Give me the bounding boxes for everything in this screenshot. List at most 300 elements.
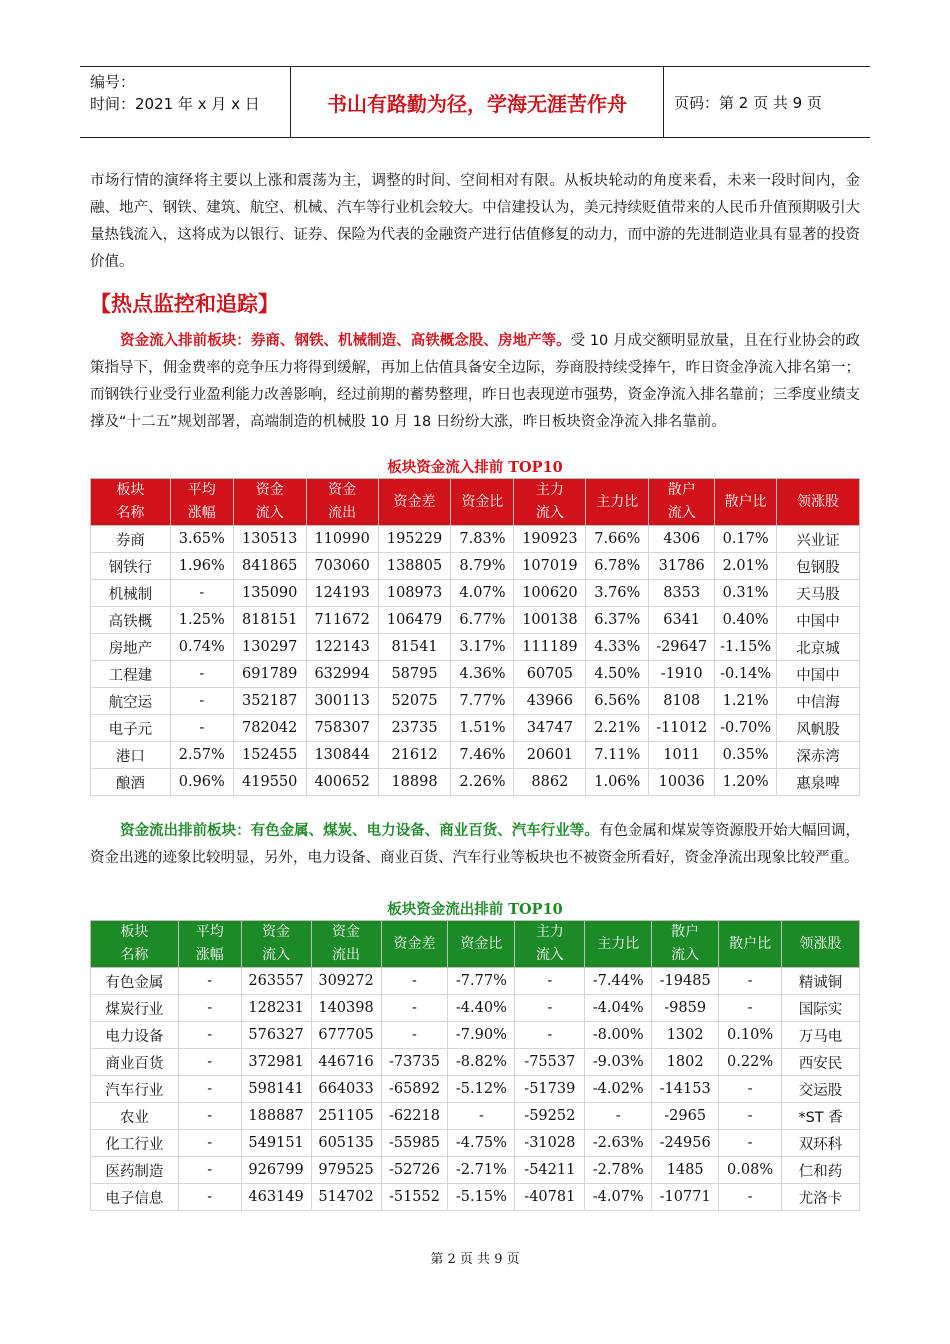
table-cell: 0.74% [170,634,233,661]
table-cell: - [178,1103,241,1130]
header-line: 流出 [328,505,357,521]
table-cell: -2965 [652,1103,719,1130]
page-header [80,66,870,138]
table-cell: 10036 [649,769,715,796]
table-cell: -10771 [652,1184,719,1211]
table-cell: - [178,1022,241,1049]
table-cell: - [178,968,241,995]
header-line: 散户 [667,482,696,498]
inflow-column-header [649,479,715,526]
table-cell: 0.40% [715,607,777,634]
table-cell: 8862 [514,769,586,796]
outflow-column-header [381,921,448,968]
header-line: 散户比 [729,935,772,952]
header-line: 流入 [255,505,284,521]
outflow-column-header [311,921,381,968]
header-motto: 书山有路勤为径，学海无涯苦作舟 [290,67,664,137]
section-title: 【热点监控和追踪】 [90,292,279,316]
table-cell: -9859 [652,995,719,1022]
table-cell: 31786 [649,553,715,580]
table-row [91,968,860,995]
table-cell: 农业 [91,1103,179,1130]
table-row [91,607,860,634]
table-cell: 34747 [514,715,586,742]
table-cell: 130297 [233,634,306,661]
inflow-body: 受 10 月成交额明显放量，且在行业协会的政策指导下，佣金费率的竞争压力将得到缓解，再加上估值具备安全边际，券商股持续受捧午，昨日资金净流入排名第一；而钢铁行业受行业盈利能力改善影响，经过前期的蓄势整理，昨日也表现逆市强势，资金净流入排名靠前；三季度业绩支撑及“十二五”规划部署，高端制造的机械股 10 月 18 日纷纷大涨，昨日板块资金净流入排名靠前。 [90,333,861,430]
header-line: 散户比 [724,493,767,510]
table-cell: 精诚铜 [782,968,860,995]
outflow-table [90,920,860,1211]
inflow-column-header [715,479,777,526]
table-cell: -24956 [652,1130,719,1157]
table-cell: -2.63% [585,1130,652,1157]
table-cell: 1.96% [170,553,233,580]
table-cell: 60705 [514,661,586,688]
table-cell: 632994 [306,661,378,688]
outflow-column-header [652,921,719,968]
table-cell: 航空运 [91,688,171,715]
table-cell: 天马股 [777,580,860,607]
table-cell: - [381,968,448,995]
header-line: 领涨股 [797,493,840,510]
table-cell: 酿酒 [91,769,171,796]
header-page-label: 页码：第 2 页 共 9 页 [674,93,822,112]
table-cell: - [170,661,233,688]
header-line: 流入 [535,505,564,521]
table-cell: 514702 [311,1184,381,1211]
table-cell: 664033 [311,1076,381,1103]
outflow-column-header [178,921,241,968]
table-row [91,688,860,715]
table-cell: 港口 [91,742,171,769]
table-cell: 万马电 [782,1022,860,1049]
table-cell: - [448,1103,515,1130]
table-cell: *ST 香 [782,1103,860,1130]
table-cell: -40781 [515,1184,585,1211]
header-line: 资金 [332,924,361,940]
table-cell: - [178,1130,241,1157]
inflow-column-header [777,479,860,526]
table-cell: - [178,995,241,1022]
table-cell: -75537 [515,1049,585,1076]
table-cell: 818151 [233,607,306,634]
table-cell: -4.02% [585,1076,652,1103]
table-cell: - [719,1103,782,1130]
table-cell: 138805 [378,553,451,580]
header-line: 资金差 [393,493,436,510]
table-cell: -1.15% [715,634,777,661]
header-line: 资金 [262,924,291,940]
table-cell: 中信海 [777,688,860,715]
table-cell: -19485 [652,968,719,995]
table-cell: 4.36% [451,661,514,688]
table-cell: 108973 [378,580,451,607]
header-line: 涨幅 [195,947,224,963]
header-line: 资金差 [393,935,436,952]
table-cell: -7.90% [448,1022,515,1049]
table-cell: 446716 [311,1049,381,1076]
table-cell: - [719,995,782,1022]
table-row [91,580,860,607]
table-cell: -4.07% [585,1184,652,1211]
inflow-column-header [306,479,378,526]
table-cell: 463149 [241,1184,311,1211]
table-cell: 西安民 [782,1049,860,1076]
table-cell: 605135 [311,1130,381,1157]
table-cell: 372981 [241,1049,311,1076]
table-cell: 医药制造 [91,1157,179,1184]
inflow-column-header [378,479,451,526]
table-cell: 130513 [233,526,306,553]
table-cell: 惠泉啤 [777,769,860,796]
table-cell: - [515,995,585,1022]
table-cell: 20601 [514,742,586,769]
table-cell: 8108 [649,688,715,715]
table-cell: 化工行业 [91,1130,179,1157]
table-cell: 中国中 [777,661,860,688]
table-cell: - [178,1076,241,1103]
table-cell: 43966 [514,688,586,715]
table-cell: 106479 [378,607,451,634]
table-cell: -8.82% [448,1049,515,1076]
table-cell: - [719,1076,782,1103]
table-cell: 兴业证 [777,526,860,553]
table-cell: - [719,968,782,995]
table-cell: -8.00% [585,1022,652,1049]
table-cell: - [719,1130,782,1157]
inflow-column-header [170,479,233,526]
table-cell: 3.17% [451,634,514,661]
table-cell: 工程建 [91,661,171,688]
table-cell: 2.01% [715,553,777,580]
table-cell: 深赤湾 [777,742,860,769]
table-cell: 100620 [514,580,586,607]
outflow-column-header [448,921,515,968]
table-cell: 263557 [241,968,311,995]
table-row [91,995,860,1022]
table-cell: 高铁概 [91,607,171,634]
table-cell: 6.56% [586,688,649,715]
table-cell: 1.21% [715,688,777,715]
table-cell: -14153 [652,1076,719,1103]
table-cell: 21612 [378,742,451,769]
table-cell: 195229 [378,526,451,553]
outflow-body: 有色金属和煤炭等资源股开始大幅回调，资金出逃的迹象比较明显，另外，电力设备、商业百货、汽车行业等板块也不被资金所看好，资金净流出现象比较严重。 [90,823,860,866]
table-cell: -0.14% [715,661,777,688]
header-line: 名称 [116,505,145,521]
table-cell: - [170,715,233,742]
table-row [91,1157,860,1184]
header-line: 流入 [262,947,291,963]
table-row [91,661,860,688]
table-cell: 2.26% [451,769,514,796]
table-row [91,1184,860,1211]
table-cell: 128231 [241,995,311,1022]
table-cell: 国际实 [782,995,860,1022]
table-cell: - [515,968,585,995]
table-cell: 4.50% [586,661,649,688]
table-cell: 1485 [652,1157,719,1184]
table-cell: 190923 [514,526,586,553]
table-cell: -5.15% [448,1184,515,1211]
table-cell: 4.33% [586,634,649,661]
table-cell: -4.40% [448,995,515,1022]
table-cell: 691789 [233,661,306,688]
header-line: 资金 [255,482,284,498]
table-cell: 135090 [233,580,306,607]
table-cell: 419550 [233,769,306,796]
table-cell: -73735 [381,1049,448,1076]
header-line: 资金 [328,482,357,498]
inflow-table-caption: 板块资金流入排前 TOP10 [387,459,563,476]
table-cell: 758307 [306,715,378,742]
table-cell: -7.44% [585,968,652,995]
table-cell: 1.06% [586,769,649,796]
table-cell: -29647 [649,634,715,661]
header-line: 流入 [671,947,700,963]
inflow-column-header [514,479,586,526]
table-cell: -65892 [381,1076,448,1103]
table-cell: 549151 [241,1130,311,1157]
table-cell: -31028 [515,1130,585,1157]
table-cell: 2.57% [170,742,233,769]
table-cell: 1.25% [170,607,233,634]
inflow-paragraph [90,328,860,436]
table-cell: 0.10% [719,1022,782,1049]
table-cell: 6.78% [586,553,649,580]
table-cell: - [170,688,233,715]
table-cell: 300113 [306,688,378,715]
table-cell: 2.21% [586,715,649,742]
header-meta [80,67,290,137]
table-cell: 0.35% [715,742,777,769]
table-cell: 4.07% [451,580,514,607]
table-cell: 6.37% [586,607,649,634]
table-cell: -54211 [515,1157,585,1184]
table-cell: 400652 [306,769,378,796]
table-cell: - [170,580,233,607]
table-cell: 251105 [311,1103,381,1130]
table-cell: - [719,1184,782,1211]
table-cell: 包钢股 [777,553,860,580]
table-cell: 979525 [311,1157,381,1184]
table-row [91,553,860,580]
table-cell: 703060 [306,553,378,580]
table-cell: 8.79% [451,553,514,580]
table-cell: 140398 [311,995,381,1022]
header-line: 板块 [116,482,145,498]
table-cell: - [515,1022,585,1049]
table-cell: 仁和药 [782,1157,860,1184]
table-cell: 7.83% [451,526,514,553]
table-cell: 6341 [649,607,715,634]
table-cell: -0.70% [715,715,777,742]
table-cell: 机械制 [91,580,171,607]
outflow-table-body [91,968,860,1211]
table-row [91,769,860,796]
table-cell: - [178,1157,241,1184]
table-row [91,1130,860,1157]
table-cell: -55985 [381,1130,448,1157]
table-cell: 3.65% [170,526,233,553]
table-cell: 7.77% [451,688,514,715]
table-cell: 有色金属 [91,968,179,995]
table-cell: 7.11% [586,742,649,769]
doc-number-label: 编号： [90,73,136,91]
table-cell: 商业百货 [91,1049,179,1076]
table-cell: 汽车行业 [91,1076,179,1103]
table-cell: 电子信息 [91,1184,179,1211]
table-cell: 煤炭行业 [91,995,179,1022]
table-cell: -4.75% [448,1130,515,1157]
table-cell: 0.31% [715,580,777,607]
table-cell: 711672 [306,607,378,634]
table-cell: - [178,1049,241,1076]
table-cell: -1910 [649,661,715,688]
table-cell: 双环科 [782,1130,860,1157]
header-line: 主力 [535,924,564,940]
inflow-column-header [586,479,649,526]
table-cell: 0.08% [719,1157,782,1184]
outflow-column-header [241,921,311,968]
table-cell: 8353 [649,580,715,607]
table-cell: 房地产 [91,634,171,661]
header-line: 平均 [195,924,224,940]
header-line: 主力比 [596,493,639,510]
outflow-column-header [719,921,782,968]
table-cell: 23735 [378,715,451,742]
inflow-lead: 资金流入排前板块：券商、钢铁、机械制造、高铁概念股、房地产等。 [120,333,571,349]
table-cell: 北京城 [777,634,860,661]
table-cell: 1.20% [715,769,777,796]
table-cell: 1011 [649,742,715,769]
table-cell: 124193 [306,580,378,607]
table-cell: 电子元 [91,715,171,742]
table-cell: -5.12% [448,1076,515,1103]
header-line: 领涨股 [799,935,842,952]
table-cell: 122143 [306,634,378,661]
table-cell: 677705 [311,1022,381,1049]
table-cell: 0.22% [719,1049,782,1076]
outflow-paragraph [90,818,860,872]
table-cell: -7.77% [448,968,515,995]
table-cell: -52726 [381,1157,448,1184]
table-cell: 4306 [649,526,715,553]
header-line: 资金比 [461,493,504,510]
table-cell: - [585,1103,652,1130]
table-row [91,1022,860,1049]
table-cell: -2.78% [585,1157,652,1184]
outflow-table-caption: 板块资金流出排前 TOP10 [387,901,563,918]
inflow-column-header [451,479,514,526]
table-row [91,742,860,769]
table-row [91,1076,860,1103]
table-cell: 81541 [378,634,451,661]
table-cell: -62218 [381,1103,448,1130]
table-cell: 107019 [514,553,586,580]
inflow-column-header [91,479,171,526]
table-cell: 电力设备 [91,1022,179,1049]
header-line: 流入 [667,505,696,521]
table-row [91,1103,860,1130]
outflow-lead: 资金流出排前板块：有色金属、煤炭、电力设备、商业百货、汽车行业等。 [120,823,599,839]
header-line: 平均 [187,482,216,498]
table-cell: -51739 [515,1076,585,1103]
table-cell: -2.71% [448,1157,515,1184]
table-cell: 钢铁行 [91,553,171,580]
table-cell: 58795 [378,661,451,688]
doc-date-label: 时间：2021 年 x 月 x 日 [90,95,260,113]
table-cell: -51552 [381,1184,448,1211]
table-cell: -59252 [515,1103,585,1130]
table-cell: -11012 [649,715,715,742]
table-cell: 130844 [306,742,378,769]
table-cell: 6.77% [451,607,514,634]
header-line: 主力比 [597,935,640,952]
table-cell: 3.76% [586,580,649,607]
header-line: 流入 [535,947,564,963]
header-line: 资金比 [460,935,503,952]
table-cell: 0.17% [715,526,777,553]
inflow-table [90,478,860,796]
table-cell: 券商 [91,526,171,553]
table-cell: 1802 [652,1049,719,1076]
page-footer: 第 2 页 共 9 页 [430,1252,520,1267]
table-cell: -9.03% [585,1049,652,1076]
table-cell: 52075 [378,688,451,715]
intro-paragraph: 市场行情的演绎将主要以上涨和震荡为主，调整的时间、空间相对有限。从板块轮动的角度来看，未来一段时间内，金融、地产、钢铁、建筑、航空、机械、汽车等行业机会较大。中信建投认为，美元持续贬值带来的人民币升值预期吸引大量热钱流入，这将成为以银行、证券、保险为代表的金融资产进行估值修复的动力，而中游的先进制造业具有显著的投资价值。 [90,173,860,270]
inflow-table-body [91,526,860,796]
table-cell: 100138 [514,607,586,634]
outflow-column-header [91,921,179,968]
header-line: 板块 [120,924,149,940]
table-cell: 152455 [233,742,306,769]
table-cell: - [178,1184,241,1211]
table-cell: - [381,995,448,1022]
table-cell: 风帆股 [777,715,860,742]
table-cell: 309272 [311,968,381,995]
inflow-column-header [233,479,306,526]
table-row [91,715,860,742]
table-row [91,634,860,661]
header-line: 主力 [535,482,564,498]
table-cell: 841865 [233,553,306,580]
inflow-header-row [91,479,860,526]
table-cell: 7.66% [586,526,649,553]
header-line: 流出 [332,947,361,963]
table-row [91,1049,860,1076]
table-row [91,526,860,553]
table-cell: 111189 [514,634,586,661]
table-cell: 110990 [306,526,378,553]
table-cell: 598141 [241,1076,311,1103]
table-cell: 782042 [233,715,306,742]
table-cell: 1.51% [451,715,514,742]
outflow-header-row [91,921,860,968]
table-cell: 1302 [652,1022,719,1049]
header-line: 涨幅 [187,505,216,521]
table-cell: 352187 [233,688,306,715]
table-cell: 中国中 [777,607,860,634]
table-cell: - [381,1022,448,1049]
outflow-column-header [515,921,585,968]
header-line: 名称 [120,947,149,963]
header-line: 散户 [671,924,700,940]
table-cell: 7.46% [451,742,514,769]
table-cell: 0.96% [170,769,233,796]
outflow-column-header [585,921,652,968]
table-cell: 926799 [241,1157,311,1184]
